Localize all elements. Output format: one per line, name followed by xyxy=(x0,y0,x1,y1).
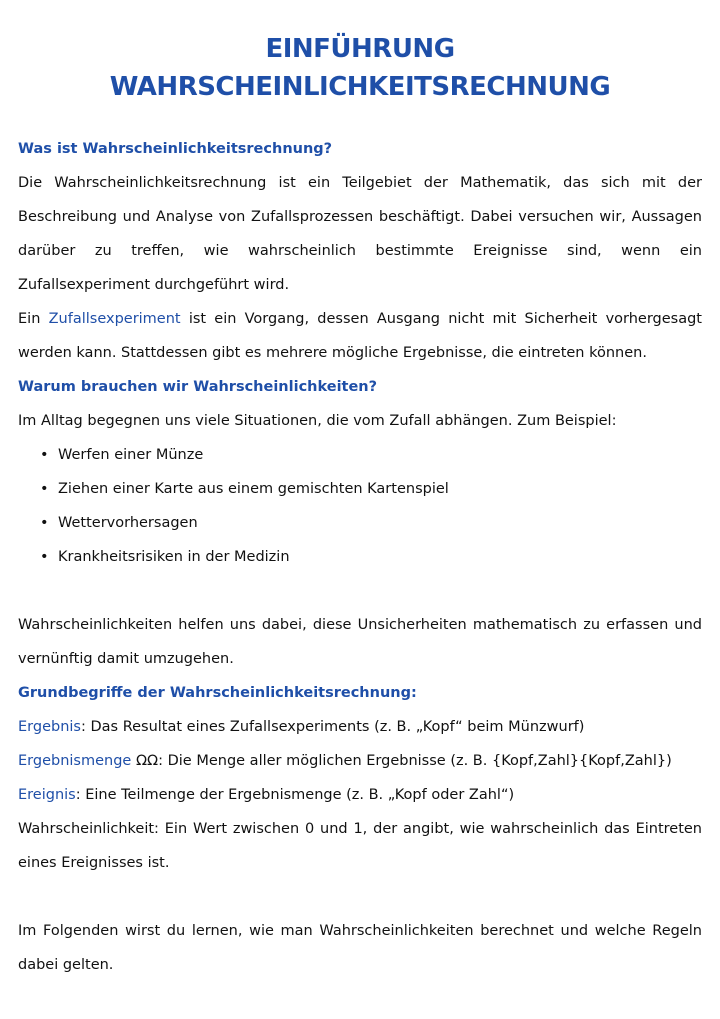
bullet-icon: • xyxy=(40,447,49,463)
spacer xyxy=(18,574,702,608)
definition-wahrscheinlichkeit: Wahrscheinlichkeit: Ein Wert zwischen 0 und 1, der angibt, wie wahrscheinlich das Eintreten eines Ereignisses ist. xyxy=(18,821,702,871)
paragraph-random-experiment-rest: ist ein Vorgang, dessen Ausgang nicht mit Sicherheit vorhergesagt werden kann. Stattdessen gibt es mehrere mögliche Ergebnisse, die eintreten können. xyxy=(18,311,702,361)
list-item-text: Ziehen einer Karte aus einem gemischten Kartenspiel xyxy=(58,481,449,497)
list-item xyxy=(40,540,702,574)
paragraph-everyday-intro: Im Alltag begegnen uns viele Situationen, die vom Zufall abhängen. Zum Beispiel: xyxy=(18,413,617,429)
page-title: EINFÜHRUNG WAHRSCHEINLICHKEITSRECHNUNG xyxy=(109,34,611,102)
paragraph-why-closing: Wahrscheinlichkeiten helfen uns dabei, diese Unsicherheiten mathematisch zu erfassen und vernünftig damit umzugehen. xyxy=(18,617,702,667)
term-ergebnis: Ergebnis xyxy=(18,719,81,735)
bullet-icon: • xyxy=(40,481,49,497)
definition-ergebnis-text: : Das Resultat eines Zufallsexperiments (z. B. „Kopf“ beim Münzwurf) xyxy=(80,719,585,735)
examples-list xyxy=(18,438,702,574)
bullet-icon: • xyxy=(40,549,49,565)
paragraph-random-experiment xyxy=(18,302,702,370)
section-heading-basics: Grundbegriffe der Wahrscheinlichkeitsrechnung: xyxy=(18,685,417,701)
term-ergebnismenge: Ergebnismenge xyxy=(18,753,132,769)
bullet-icon: • xyxy=(40,515,49,531)
list-item xyxy=(40,438,702,472)
definition-ergebnismenge-text: ΩΩ: Die Menge aller möglichen Ergebnisse (z. B. {Kopf,Zahl}{Kopf,Zahl}) xyxy=(131,753,672,769)
paragraph-definition: Die Wahrscheinlichkeitsrechnung ist ein Teilgebiet der Mathematik, das sich mit der Beschreibung und Analyse von Zufallsprozessen beschäftigt. Dabei versuchen wir, Aussagen darüber zu treffen, wie wahrscheinlich bestimmte Ereignisse sind, wenn ein Zufallsexperiment durchgeführt wird. xyxy=(18,175,702,293)
section-heading-why: Warum brauchen wir Wahrscheinlichkeiten? xyxy=(18,379,378,395)
list-item-text: Wettervorhersagen xyxy=(58,515,198,531)
list-item xyxy=(40,506,702,540)
definition-ereignis-text: : Eine Teilmenge der Ergebnismenge (z. B. „Kopf oder Zahl“) xyxy=(75,787,515,803)
list-item xyxy=(40,472,702,506)
definition-ergebnis xyxy=(18,710,702,744)
term-zufallsexperiment: Zufallsexperiment xyxy=(48,311,181,327)
definition-ereignis xyxy=(18,778,702,812)
section-heading-what-is: Was ist Wahrscheinlichkeitsrechnung? xyxy=(18,141,333,157)
paragraph-outro: Im Folgenden wirst du lernen, wie man Wahrscheinlichkeiten berechnet und welche Regeln dabei gelten. xyxy=(18,923,702,973)
list-item-text: Krankheitsrisiken in der Medizin xyxy=(58,549,290,565)
spacer xyxy=(18,880,702,914)
definition-ergebnismenge xyxy=(18,744,702,778)
list-item-text: Werfen einer Münze xyxy=(58,447,204,463)
paragraph-random-experiment-start: Ein xyxy=(18,311,49,327)
term-ereignis: Ereignis xyxy=(18,787,76,803)
